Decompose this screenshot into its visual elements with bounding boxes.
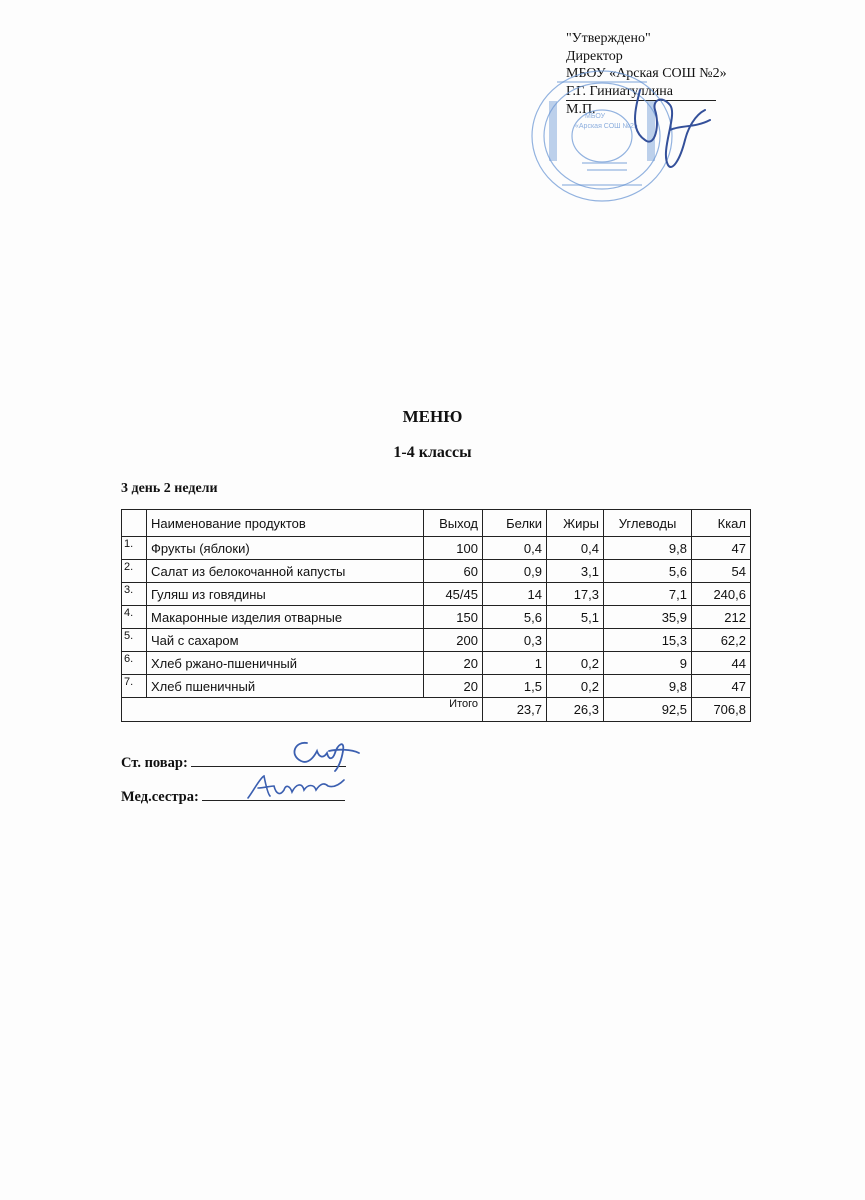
- row-carbs: 35,9: [604, 606, 692, 629]
- header-number: [122, 510, 147, 537]
- row-carbs: 5,6: [604, 560, 692, 583]
- row-product-name: Чай с сахаром: [147, 629, 424, 652]
- table-row: [122, 675, 751, 698]
- row-product-name: Салат из белокочанной капусты: [147, 560, 424, 583]
- row-number: 6.: [122, 652, 147, 675]
- nurse-signature: [240, 766, 350, 806]
- header-kcal: Ккал: [692, 510, 751, 537]
- row-fats: 0,2: [547, 675, 604, 698]
- table-row: [122, 537, 751, 560]
- row-number: 2.: [122, 560, 147, 583]
- svg-text:МБОУ: МБОУ: [585, 113, 606, 120]
- row-carbs: 7,1: [604, 583, 692, 606]
- table-row: [122, 606, 751, 629]
- row-kcal: 240,6: [692, 583, 751, 606]
- row-kcal: 212: [692, 606, 751, 629]
- total-proteins: 23,7: [483, 698, 547, 722]
- header-product-name: Наименование продуктов: [147, 510, 424, 537]
- day-label: 3 день 2 недели: [121, 481, 218, 496]
- approval-position: Директор: [566, 48, 623, 64]
- table-row: [122, 560, 751, 583]
- total-carbs: 92,5: [604, 698, 692, 722]
- row-carbs: 9,8: [604, 675, 692, 698]
- table-row: [122, 583, 751, 606]
- total-fats: 26,3: [547, 698, 604, 722]
- director-signature: [600, 70, 720, 190]
- row-output: 20: [424, 675, 483, 698]
- row-kcal: 47: [692, 675, 751, 698]
- row-proteins: 14: [483, 583, 547, 606]
- row-product-name: Макаронные изделия отварные: [147, 606, 424, 629]
- row-proteins: 0,4: [483, 537, 547, 560]
- row-kcal: 62,2: [692, 629, 751, 652]
- row-output: 45/45: [424, 583, 483, 606]
- row-fats: 5,1: [547, 606, 604, 629]
- svg-text:«Арская СОШ №2»: «Арская СОШ №2»: [575, 123, 638, 130]
- row-product-name: Хлеб пшеничный: [147, 675, 424, 698]
- row-kcal: 54: [692, 560, 751, 583]
- approval-director-name: Г.Г. Гиниатуллина: [566, 83, 716, 101]
- row-output: 100: [424, 537, 483, 560]
- approval-heading: "Утверждено": [566, 31, 651, 46]
- header-output: Выход: [424, 510, 483, 537]
- row-carbs: 9,8: [604, 537, 692, 560]
- row-kcal: 47: [692, 537, 751, 560]
- row-output: 150: [424, 606, 483, 629]
- row-proteins: 5,6: [483, 606, 547, 629]
- row-fats: [547, 629, 604, 652]
- row-carbs: 15,3: [604, 629, 692, 652]
- row-proteins: 1: [483, 652, 547, 675]
- row-kcal: 44: [692, 652, 751, 675]
- row-number: 3.: [122, 583, 147, 606]
- approval-mp: М.П.: [566, 101, 596, 117]
- row-output: 200: [424, 629, 483, 652]
- row-product-name: Гуляш из говядины: [147, 583, 424, 606]
- menu-subtitle: 1-4 классы: [393, 444, 472, 461]
- row-fats: 3,1: [547, 560, 604, 583]
- row-product-name: Хлеб ржано-пшеничный: [147, 652, 424, 675]
- table-row: [122, 652, 751, 675]
- row-proteins: 0,3: [483, 629, 547, 652]
- menu-title: МЕНЮ: [402, 407, 463, 426]
- row-carbs: 9: [604, 652, 692, 675]
- table-row: [122, 629, 751, 652]
- row-proteins: 0,9: [483, 560, 547, 583]
- row-fats: 0,4: [547, 537, 604, 560]
- header-carbs: Углеводы: [604, 510, 692, 537]
- approval-organization: МБОУ «Арская СОШ №2»: [566, 66, 727, 81]
- menu-table: [121, 509, 751, 722]
- header-proteins: Белки: [483, 510, 547, 537]
- row-output: 60: [424, 560, 483, 583]
- total-label: Итого: [122, 698, 483, 722]
- row-number: 5.: [122, 629, 147, 652]
- table-total-row: [122, 698, 751, 722]
- table-header-row: [122, 510, 751, 537]
- header-fats: Жиры: [547, 510, 604, 537]
- row-fats: 0,2: [547, 652, 604, 675]
- row-product-name: Фрукты (яблоки): [147, 537, 424, 560]
- row-number: 4.: [122, 606, 147, 629]
- row-proteins: 1,5: [483, 675, 547, 698]
- row-fats: 17,3: [547, 583, 604, 606]
- row-number: 7.: [122, 675, 147, 698]
- total-kcal: 706,8: [692, 698, 751, 722]
- nurse-label: Мед.сестра:: [121, 789, 199, 805]
- row-number: 1.: [122, 537, 147, 560]
- cook-label: Ст. повар:: [121, 755, 188, 771]
- row-output: 20: [424, 652, 483, 675]
